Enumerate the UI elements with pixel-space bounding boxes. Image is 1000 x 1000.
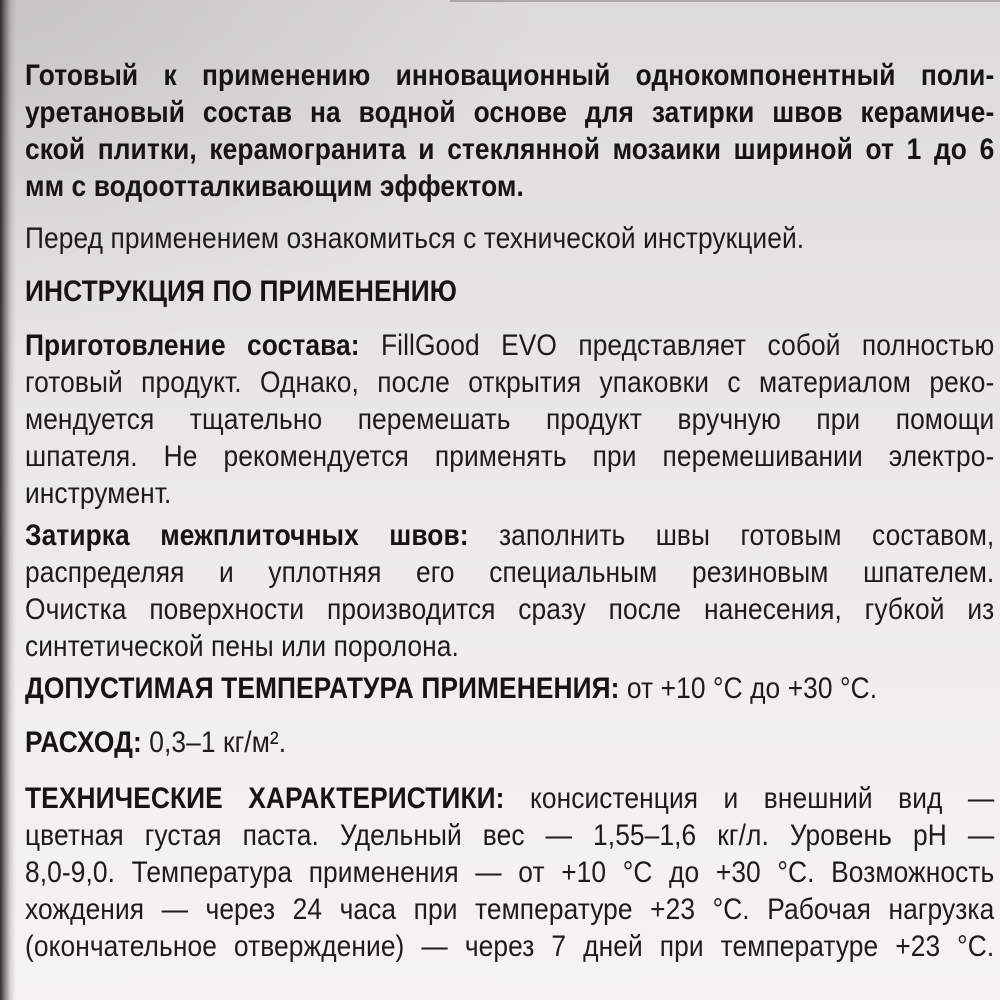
text-line: Перед применением ознакомиться с технической инструкцией.	[25, 222, 805, 255]
paragraph-text: 0,3–1 кг/м².	[141, 726, 287, 759]
text-line: шпателя. Не рекомендуется применять при перемешивании электро-	[25, 440, 995, 473]
text-line	[25, 724, 994, 761]
label-text-block	[25, 57, 994, 965]
preparation-paragraph	[25, 327, 994, 512]
text-line: инструмент.	[25, 477, 172, 510]
paragraph-lead: Затирка межплиточных швов:	[25, 519, 469, 552]
paragraph-lead: РАСХОД:	[25, 726, 142, 759]
text-line: синтетической пены или поролона.	[25, 630, 459, 663]
text-line: распределяя и уплотняя его специальным резиновым шпателем.	[25, 556, 995, 589]
paragraph-text: консистенция и внешний вид —	[504, 782, 995, 815]
grouting-paragraph	[25, 517, 994, 665]
paragraph-lead: Приготовление состава:	[25, 329, 360, 362]
paragraph-text: FillGood EVO представляет собой полностью	[359, 329, 995, 362]
text-line	[25, 517, 994, 554]
text-line: ской плитки, керамогранита и стеклянной мозаики шириной от 1 до 6	[25, 133, 995, 166]
text-line: хождения — через 24 часа при температуре +23 °C. Рабочая нагрузка	[25, 893, 995, 926]
text-line: Очистка поверхности производится сразу после нанесения, губкой из	[25, 593, 995, 626]
text-line: мм с водоотталкивающим эффектом.	[25, 170, 524, 203]
text-line	[25, 670, 994, 707]
paragraph-text: от +10 °C до +30 °C.	[619, 672, 878, 705]
text-line: цветная густая паста. Удельный вес — 1,55–1,6 кг/л. Уровень pH —	[25, 819, 995, 852]
specs-paragraph	[25, 780, 994, 965]
text-line: мендуется тщательно перемешать продукт вручную при помощи	[25, 403, 995, 436]
paragraph-lead: ДОПУСТИМАЯ ТЕМПЕРАТУРА ПРИМЕНЕНИЯ:	[25, 672, 620, 705]
text-line	[25, 780, 994, 817]
text-line: готовый продукт. Однако, после открытия упаковки с материалом реко-	[25, 366, 995, 399]
top-edge-line	[450, 0, 1000, 2]
text-line: уретановый состав на водной основе для затирки швов керамиче-	[25, 96, 995, 129]
text-line: (окончательное отверждение) — через 7 дней при температуре +23 °C.	[25, 930, 995, 963]
text-line: Готовый к применению инновационный однокомпонентный поли-	[25, 59, 995, 92]
left-edge-shadow	[0, 0, 16, 1000]
text-line	[25, 327, 994, 364]
paragraph-text: заполнить швы готовым составом,	[468, 519, 995, 552]
text-line: 8,0-9,0. Температура применения — от +10 °C до +30 °C. Возможность	[25, 856, 995, 889]
section-heading: ИНСТРУКЦИЯ ПО ПРИМЕНЕНИЮ	[25, 275, 458, 308]
intro-paragraph	[25, 57, 994, 205]
paragraph-lead: ТЕХНИЧЕСКИЕ ХАРАКТЕРИСТИКИ:	[25, 782, 505, 815]
consumption-line	[25, 724, 994, 761]
temperature-line	[25, 670, 994, 707]
note-line	[25, 220, 994, 257]
